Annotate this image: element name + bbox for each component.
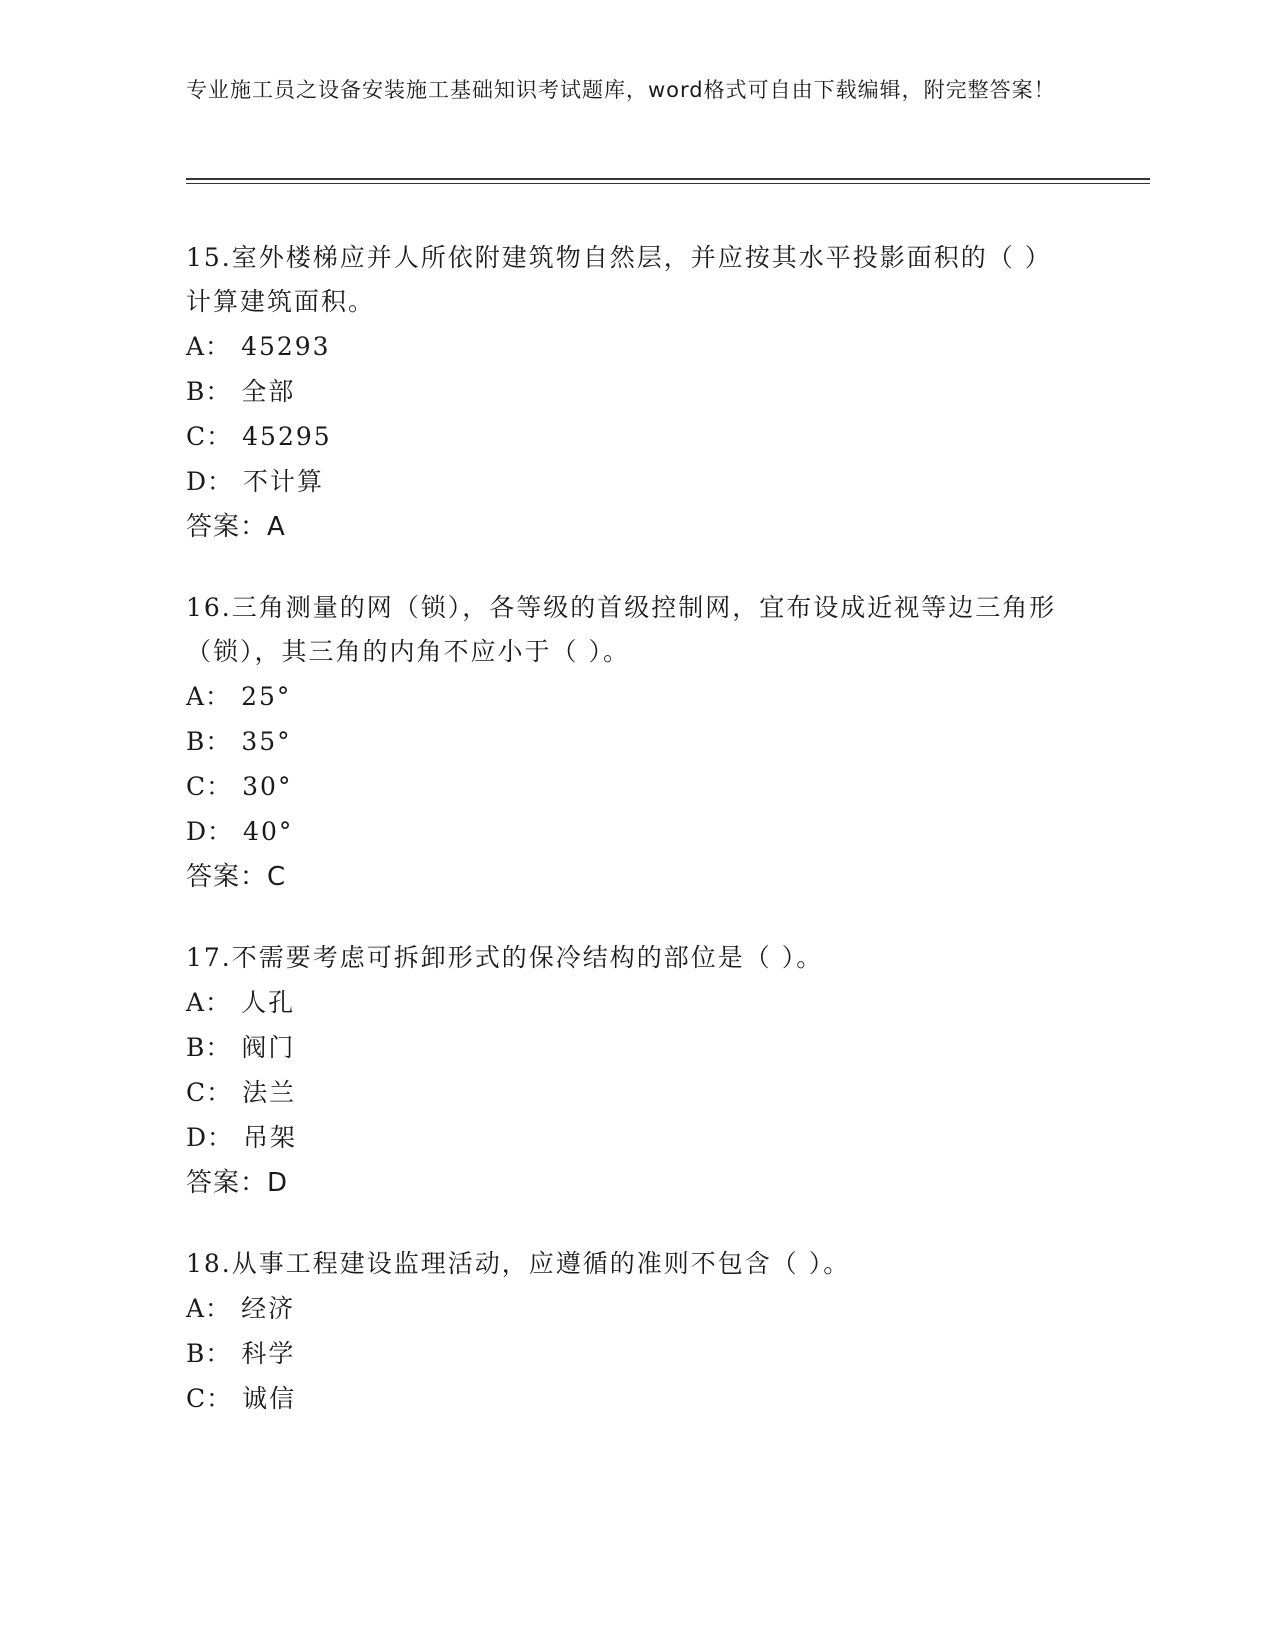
question-stem: 15.室外楼梯应并人所依附建筑物自然层，并应按其水平投影面积的（ ）计算建筑面积。: [186, 243, 1052, 316]
option-letter: C：: [186, 422, 233, 451]
option-b: [186, 719, 1086, 764]
option-text: 40°: [243, 817, 294, 846]
option-d: [186, 809, 1086, 854]
answer-line: 答案：D: [186, 1168, 289, 1198]
document-header: 专业施工员之设备安装施工基础知识考试题库，word格式可自由下载编辑，附完整答案！: [186, 78, 1056, 102]
option-letter: C：: [186, 1078, 233, 1107]
option-b: [186, 1331, 1086, 1376]
option-c: [186, 414, 1086, 459]
option-letter: A：: [186, 988, 232, 1017]
question-18: [186, 1242, 1086, 1421]
question-list: [186, 236, 1086, 1457]
question-15: [186, 236, 1086, 550]
option-a: [186, 1286, 1086, 1331]
option-letter: B：: [186, 1339, 232, 1368]
option-letter: D：: [186, 1123, 234, 1152]
option-letter: A：: [186, 1294, 232, 1323]
answer-line: 答案：A: [186, 512, 286, 542]
option-text: 25°: [241, 682, 292, 711]
option-b: [186, 369, 1086, 414]
option-text: 诚信: [242, 1384, 297, 1413]
option-text: 不计算: [243, 467, 325, 496]
option-letter: B：: [186, 1033, 232, 1062]
option-text: 科学: [241, 1339, 296, 1368]
option-text: 45295: [242, 422, 332, 451]
option-letter: B：: [186, 377, 232, 406]
option-a: [186, 324, 1086, 369]
option-text: 阀门: [241, 1033, 296, 1062]
option-letter: B：: [186, 727, 232, 756]
question-17: [186, 936, 1086, 1206]
option-letter: C：: [186, 772, 233, 801]
question-stem: 17.不需要考虑可拆卸形式的保冷结构的部位是（ ）。: [186, 943, 824, 972]
option-text: 吊架: [243, 1123, 298, 1152]
question-16: [186, 586, 1086, 900]
option-letter: A：: [186, 332, 232, 361]
answer-line: 答案：C: [186, 862, 287, 892]
option-letter: C：: [186, 1384, 233, 1413]
option-b: [186, 1025, 1086, 1070]
option-text: 35°: [241, 727, 292, 756]
option-c: [186, 1070, 1086, 1115]
question-stem: 16.三角测量的网（锁），各等级的首级控制网，宜布设成近视等边三角形（锁），其三角的内角不应小于（ ）。: [186, 593, 1057, 666]
option-letter: D：: [186, 467, 234, 496]
option-text: 人孔: [241, 988, 296, 1017]
header-divider-thin: [186, 183, 1150, 184]
option-d: [186, 1115, 1086, 1160]
question-stem: 18.从事工程建设监理活动，应遵循的准则不包含（ ）。: [186, 1249, 851, 1278]
option-text: 45293: [241, 332, 331, 361]
option-text: 经济: [241, 1294, 296, 1323]
option-c: [186, 1376, 1086, 1421]
option-d: [186, 459, 1086, 504]
option-letter: D：: [186, 817, 234, 846]
option-c: [186, 764, 1086, 809]
option-a: [186, 980, 1086, 1025]
option-letter: A：: [186, 682, 232, 711]
header-divider-thick: [186, 178, 1150, 180]
option-text: 法兰: [242, 1078, 297, 1107]
option-a: [186, 674, 1086, 719]
option-text: 30°: [242, 772, 293, 801]
option-text: 全部: [241, 377, 296, 406]
